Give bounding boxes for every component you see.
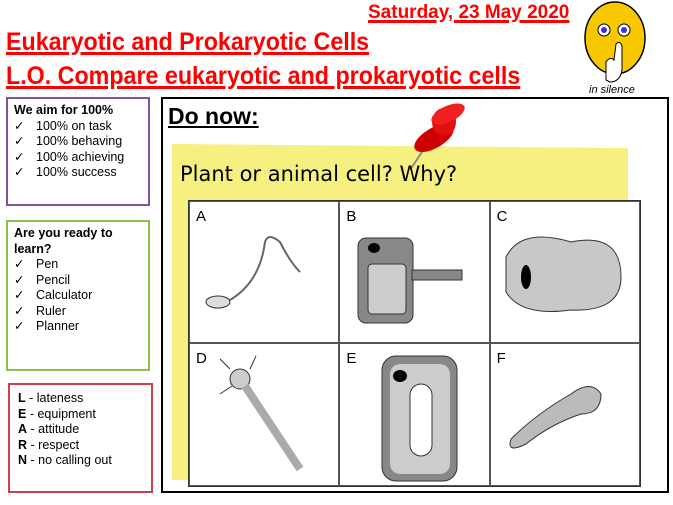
plant-cell-vacuole-icon xyxy=(340,344,488,485)
cell-c: C xyxy=(490,201,640,343)
cell-d: D xyxy=(189,343,339,486)
learn-box xyxy=(8,383,153,493)
page-title: Eukaryotic and Prokaryotic Cells xyxy=(6,28,370,56)
ready-box xyxy=(6,220,150,371)
red-blood-cell-icon xyxy=(491,344,639,485)
ready-item: ✓ Pen xyxy=(14,257,59,271)
ready-title: Are you ready to learn? xyxy=(14,226,113,256)
ready-item: ✓ Ruler xyxy=(14,303,66,318)
learn-item: A - attitude xyxy=(18,422,80,436)
question: Plant or animal cell? Why? xyxy=(180,162,458,186)
cell-f: F xyxy=(490,343,640,486)
nerve-cell-icon xyxy=(190,344,338,485)
learning-objective: L.O. Compare eukaryotic and prokaryotic cells xyxy=(6,62,521,90)
sperm-cell-icon xyxy=(190,202,338,342)
aim-item: ✓ 100% achieving xyxy=(14,149,125,164)
ready-item: ✓ Planner xyxy=(14,319,80,333)
cell-b: B xyxy=(339,201,489,343)
silence-emoji-icon xyxy=(580,0,650,92)
learn-item: L - lateness xyxy=(18,391,84,405)
cell-grid xyxy=(188,200,641,487)
plant-cell-icon xyxy=(340,202,488,342)
animal-cell-icon xyxy=(491,202,639,342)
learn-item: E - equipment xyxy=(18,406,96,421)
learn-item: R - respect xyxy=(18,437,80,452)
cell-a: A xyxy=(189,201,339,343)
learn-item: N - no calling out xyxy=(18,453,112,467)
ready-item: ✓ Calculator xyxy=(14,288,93,302)
do-now-heading: Do now: xyxy=(168,103,259,129)
aim-item: ✓ 100% behaving xyxy=(14,134,123,148)
date: Saturday, 23 May 2020 xyxy=(368,2,570,23)
aim-item: ✓ 100% success xyxy=(14,165,117,179)
aim-title: We aim for 100% xyxy=(14,103,114,117)
silence-label: in silence xyxy=(589,84,635,96)
aim-item: ✓ 100% on task xyxy=(14,118,112,133)
aim-box xyxy=(6,97,150,206)
cell-e: E xyxy=(339,343,489,486)
ready-item: ✓ Pencil xyxy=(14,272,71,287)
